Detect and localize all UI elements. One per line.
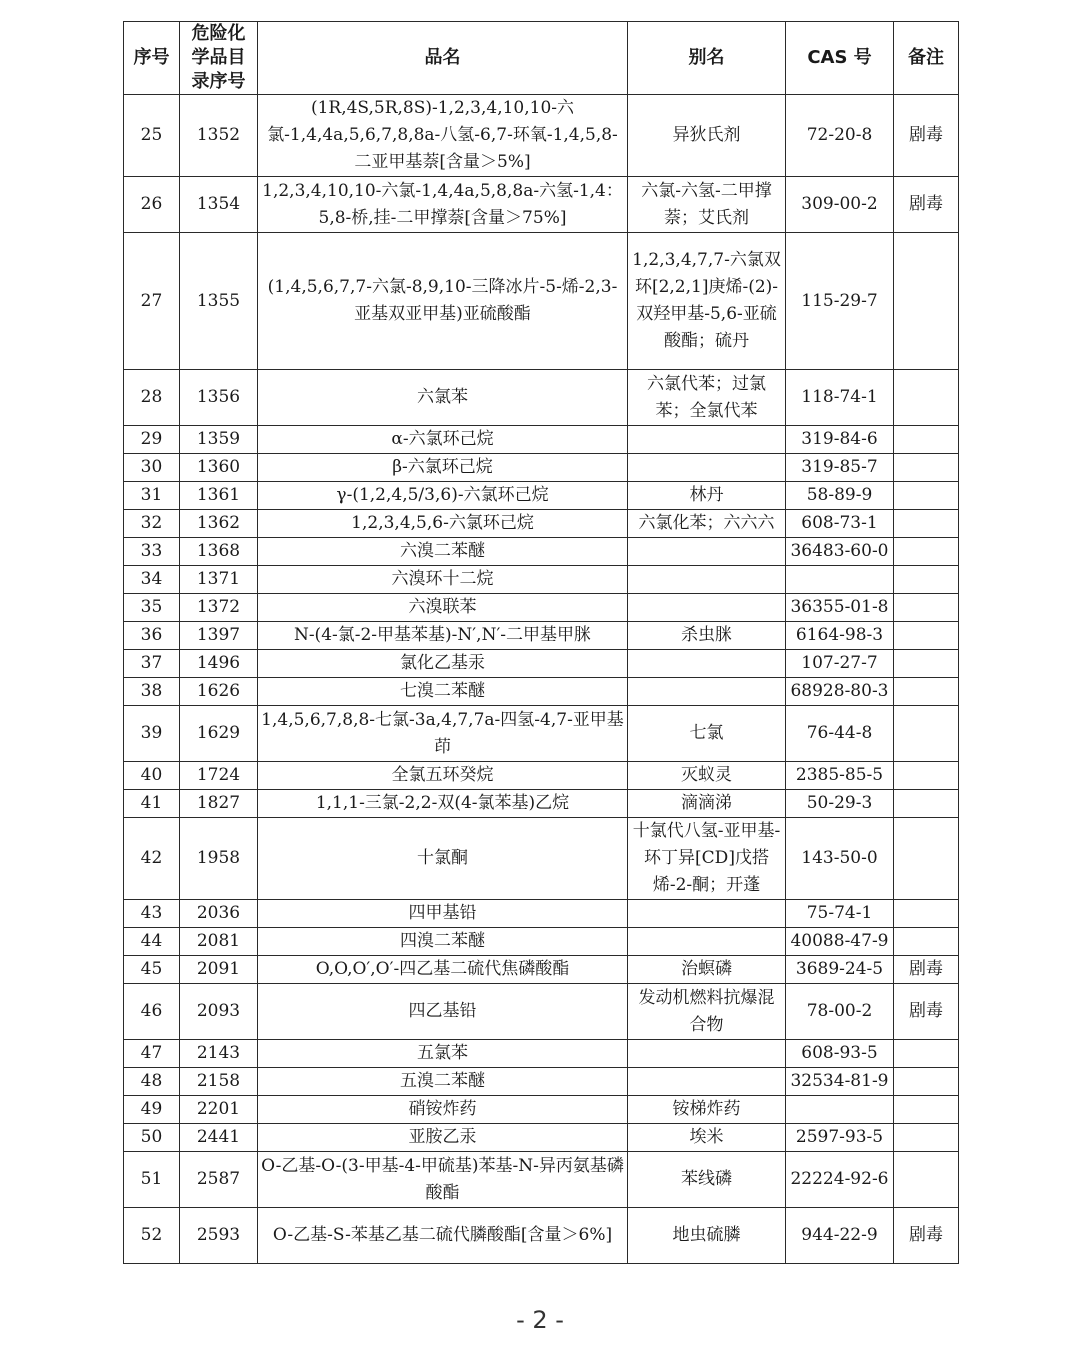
cell-alias: 灭蚁灵 xyxy=(628,762,786,790)
cell-alias: 六氯代苯；过氯苯；全氯代苯 xyxy=(628,370,786,426)
cell-remark: 剧毒 xyxy=(894,1208,959,1264)
cell-remark xyxy=(894,370,959,426)
cell-cas: 944-22-9 xyxy=(786,1208,894,1264)
cell-cas: 68928-80-3 xyxy=(786,678,894,706)
cell-cas xyxy=(786,566,894,594)
cell-cas: 36355-01-8 xyxy=(786,594,894,622)
cell-remark xyxy=(894,482,959,510)
cell-cas: 2385-85-5 xyxy=(786,762,894,790)
table-row xyxy=(124,1208,959,1264)
table-row xyxy=(124,177,959,233)
cell-seq: 38 xyxy=(124,678,180,706)
cell-name: α-六氯环己烷 xyxy=(258,426,628,454)
cell-name: N-(4-氯-2-甲基苯基)-N′,N′-二甲基甲脒 xyxy=(258,622,628,650)
cell-remark xyxy=(894,454,959,482)
table-row xyxy=(124,1068,959,1096)
cell-name: 四甲基铅 xyxy=(258,900,628,928)
table-row xyxy=(124,510,959,538)
cell-seq: 42 xyxy=(124,818,180,900)
cell-seq: 52 xyxy=(124,1208,180,1264)
table-row xyxy=(124,454,959,482)
cell-cas: 115-29-7 xyxy=(786,233,894,370)
table-row xyxy=(124,95,959,177)
cell-remark xyxy=(894,1068,959,1096)
table-row xyxy=(124,538,959,566)
cell-catalog-no: 1362 xyxy=(180,510,258,538)
cell-catalog-no: 1355 xyxy=(180,233,258,370)
cell-seq: 33 xyxy=(124,538,180,566)
cell-name: 全氯五环癸烷 xyxy=(258,762,628,790)
cell-alias xyxy=(628,454,786,482)
cell-catalog-no: 1368 xyxy=(180,538,258,566)
cell-alias: 滴滴涕 xyxy=(628,790,786,818)
table-row xyxy=(124,1152,959,1208)
cell-seq: 40 xyxy=(124,762,180,790)
cell-alias: 杀虫脒 xyxy=(628,622,786,650)
cell-remark: 剧毒 xyxy=(894,984,959,1040)
cell-alias xyxy=(628,566,786,594)
cell-catalog-no: 1371 xyxy=(180,566,258,594)
cell-catalog-no: 2587 xyxy=(180,1152,258,1208)
cell-remark xyxy=(894,510,959,538)
cell-catalog-no: 1352 xyxy=(180,95,258,177)
cell-name: 1,1,1-三氯-2,2-双(4-氯苯基)乙烷 xyxy=(258,790,628,818)
cell-remark: 剧毒 xyxy=(894,177,959,233)
cell-name: 氯化乙基汞 xyxy=(258,650,628,678)
table-row xyxy=(124,566,959,594)
cell-cas: 76-44-8 xyxy=(786,706,894,762)
header-cas: CAS 号 xyxy=(786,22,894,95)
table-row xyxy=(124,818,959,900)
cell-name: 四乙基铅 xyxy=(258,984,628,1040)
cell-name: 五氯苯 xyxy=(258,1040,628,1068)
cell-name: O,O,O′,O′-四乙基二硫代焦磷酸酯 xyxy=(258,956,628,984)
cell-catalog-no: 1958 xyxy=(180,818,258,900)
cell-name: O-乙基-O-(3-甲基-4-甲硫基)苯基-N-异丙氨基磷酸酯 xyxy=(258,1152,628,1208)
cell-alias: 铵梯炸药 xyxy=(628,1096,786,1124)
cell-remark: 剧毒 xyxy=(894,95,959,177)
cell-name: 1,2,3,4,5,6-六氯环己烷 xyxy=(258,510,628,538)
cell-alias xyxy=(628,426,786,454)
cell-cas: 309-00-2 xyxy=(786,177,894,233)
cell-catalog-no: 2036 xyxy=(180,900,258,928)
header-seq: 序号 xyxy=(124,22,180,95)
cell-cas: 3689-24-5 xyxy=(786,956,894,984)
cell-cas: 58-89-9 xyxy=(786,482,894,510)
cell-catalog-no: 1724 xyxy=(180,762,258,790)
chemical-list-table xyxy=(123,21,959,1264)
cell-alias: 异狄氏剂 xyxy=(628,95,786,177)
cell-seq: 28 xyxy=(124,370,180,426)
cell-remark xyxy=(894,928,959,956)
table-row xyxy=(124,622,959,650)
cell-cas: 319-84-6 xyxy=(786,426,894,454)
cell-remark xyxy=(894,538,959,566)
cell-cas: 319-85-7 xyxy=(786,454,894,482)
cell-seq: 37 xyxy=(124,650,180,678)
cell-catalog-no: 2593 xyxy=(180,1208,258,1264)
cell-seq: 35 xyxy=(124,594,180,622)
cell-alias xyxy=(628,538,786,566)
cell-alias: 十氯代八氢-亚甲基-环丁异[CD]戊搭烯-2-酮；开蓬 xyxy=(628,818,786,900)
cell-cas: 118-74-1 xyxy=(786,370,894,426)
cell-alias xyxy=(628,1040,786,1068)
cell-remark xyxy=(894,678,959,706)
cell-catalog-no: 1372 xyxy=(180,594,258,622)
header-alias: 别名 xyxy=(628,22,786,95)
cell-cas: 36483-60-0 xyxy=(786,538,894,566)
table-row xyxy=(124,370,959,426)
cell-cas: 75-74-1 xyxy=(786,900,894,928)
cell-alias: 六氯-六氢-二甲撑萘；艾氏剂 xyxy=(628,177,786,233)
cell-alias xyxy=(628,650,786,678)
cell-catalog-no: 1827 xyxy=(180,790,258,818)
cell-remark xyxy=(894,1096,959,1124)
cell-name: 1,4,5,6,7,8,8-七氯-3a,4,7,7a-四氢-4,7-亚甲基茚 xyxy=(258,706,628,762)
cell-remark xyxy=(894,650,959,678)
cell-cas: 608-93-5 xyxy=(786,1040,894,1068)
cell-seq: 43 xyxy=(124,900,180,928)
cell-cas: 2597-93-5 xyxy=(786,1124,894,1152)
cell-name: 硝铵炸药 xyxy=(258,1096,628,1124)
cell-alias: 七氯 xyxy=(628,706,786,762)
cell-remark: 剧毒 xyxy=(894,956,959,984)
table-row xyxy=(124,678,959,706)
cell-alias xyxy=(628,928,786,956)
cell-name: 六氯苯 xyxy=(258,370,628,426)
cell-name: 六溴联苯 xyxy=(258,594,628,622)
cell-cas: 40088-47-9 xyxy=(786,928,894,956)
cell-name: 四溴二苯醚 xyxy=(258,928,628,956)
cell-seq: 27 xyxy=(124,233,180,370)
cell-name: γ-(1,2,4,5/3,6)-六氯环己烷 xyxy=(258,482,628,510)
table-row xyxy=(124,762,959,790)
cell-alias xyxy=(628,594,786,622)
cell-catalog-no: 1360 xyxy=(180,454,258,482)
table-row xyxy=(124,1124,959,1152)
cell-remark xyxy=(894,1040,959,1068)
table-row xyxy=(124,594,959,622)
cell-remark xyxy=(894,233,959,370)
cell-cas: 78-00-2 xyxy=(786,984,894,1040)
cell-alias xyxy=(628,1068,786,1096)
cell-name: β-六氯环己烷 xyxy=(258,454,628,482)
cell-remark xyxy=(894,594,959,622)
cell-catalog-no: 1354 xyxy=(180,177,258,233)
table-row xyxy=(124,984,959,1040)
table-row xyxy=(124,928,959,956)
cell-name: 五溴二苯醚 xyxy=(258,1068,628,1096)
cell-name: 十氯酮 xyxy=(258,818,628,900)
cell-seq: 25 xyxy=(124,95,180,177)
table-body xyxy=(124,95,959,1264)
header-remark: 备注 xyxy=(894,22,959,95)
table-row xyxy=(124,426,959,454)
cell-cas: 32534-81-9 xyxy=(786,1068,894,1096)
cell-seq: 47 xyxy=(124,1040,180,1068)
cell-cas: 50-29-3 xyxy=(786,790,894,818)
cell-cas xyxy=(786,1096,894,1124)
cell-name: (1,4,5,6,7,7-六氯-8,9,10-三降冰片-5-烯-2,3-亚基双亚甲基)亚硫酸酯 xyxy=(258,233,628,370)
cell-catalog-no: 1359 xyxy=(180,426,258,454)
table-row xyxy=(124,790,959,818)
cell-alias: 六氯化苯；六六六 xyxy=(628,510,786,538)
cell-catalog-no: 1629 xyxy=(180,706,258,762)
cell-remark xyxy=(894,1124,959,1152)
cell-name: O-乙基-S-苯基乙基二硫代膦酸酯[含量＞6%] xyxy=(258,1208,628,1264)
cell-seq: 39 xyxy=(124,706,180,762)
cell-seq: 49 xyxy=(124,1096,180,1124)
cell-seq: 41 xyxy=(124,790,180,818)
cell-catalog-no: 2441 xyxy=(180,1124,258,1152)
cell-alias: 苯线磷 xyxy=(628,1152,786,1208)
cell-name: (1R,4S,5R,8S)-1,2,3,4,10,10-六氯-1,4,4a,5,6,7,8,8a-八氢-6,7-环氧-1,4,5,8-二亚甲基萘[含量＞5%] xyxy=(258,95,628,177)
cell-catalog-no: 1626 xyxy=(180,678,258,706)
cell-seq: 45 xyxy=(124,956,180,984)
cell-cas: 72-20-8 xyxy=(786,95,894,177)
table-row xyxy=(124,650,959,678)
cell-alias: 1,2,3,4,7,7-六氯双环[2,2,1]庚烯-(2)-双羟甲基-5,6-亚硫酸酯；硫丹 xyxy=(628,233,786,370)
cell-name: 亚胺乙汞 xyxy=(258,1124,628,1152)
cell-name: 六溴环十二烷 xyxy=(258,566,628,594)
cell-alias: 治螟磷 xyxy=(628,956,786,984)
cell-cas: 107-27-7 xyxy=(786,650,894,678)
table-row xyxy=(124,482,959,510)
table-row xyxy=(124,956,959,984)
cell-remark xyxy=(894,818,959,900)
cell-seq: 36 xyxy=(124,622,180,650)
cell-cas: 6164-98-3 xyxy=(786,622,894,650)
cell-alias xyxy=(628,900,786,928)
cell-seq: 32 xyxy=(124,510,180,538)
cell-remark xyxy=(894,426,959,454)
cell-catalog-no: 2093 xyxy=(180,984,258,1040)
cell-cas: 143-50-0 xyxy=(786,818,894,900)
cell-alias: 林丹 xyxy=(628,482,786,510)
cell-remark xyxy=(894,900,959,928)
page-number: - 2 - xyxy=(516,1306,564,1334)
cell-name: 七溴二苯醚 xyxy=(258,678,628,706)
header-row xyxy=(124,22,959,95)
cell-seq: 51 xyxy=(124,1152,180,1208)
cell-name: 六溴二苯醚 xyxy=(258,538,628,566)
table-row xyxy=(124,706,959,762)
table-row xyxy=(124,900,959,928)
cell-catalog-no: 2201 xyxy=(180,1096,258,1124)
cell-seq: 44 xyxy=(124,928,180,956)
cell-remark xyxy=(894,566,959,594)
cell-remark xyxy=(894,622,959,650)
cell-remark xyxy=(894,790,959,818)
cell-catalog-no: 1361 xyxy=(180,482,258,510)
cell-seq: 30 xyxy=(124,454,180,482)
table-row xyxy=(124,1096,959,1124)
cell-seq: 46 xyxy=(124,984,180,1040)
cell-alias: 发动机燃料抗爆混合物 xyxy=(628,984,786,1040)
cell-name: 1,2,3,4,10,10-六氯-1,4,4a,5,8,8a-六氢-1,4：5,8-桥,挂-二甲撑萘[含量＞75%] xyxy=(258,177,628,233)
cell-seq: 29 xyxy=(124,426,180,454)
header-name: 品名 xyxy=(258,22,628,95)
cell-catalog-no: 2158 xyxy=(180,1068,258,1096)
cell-remark xyxy=(894,1152,959,1208)
cell-seq: 26 xyxy=(124,177,180,233)
cell-remark xyxy=(894,706,959,762)
cell-remark xyxy=(894,762,959,790)
cell-seq: 50 xyxy=(124,1124,180,1152)
cell-catalog-no: 1356 xyxy=(180,370,258,426)
cell-catalog-no: 2081 xyxy=(180,928,258,956)
cell-alias: 埃米 xyxy=(628,1124,786,1152)
cell-cas: 22224-92-6 xyxy=(786,1152,894,1208)
cell-alias xyxy=(628,678,786,706)
cell-catalog-no: 1397 xyxy=(180,622,258,650)
table-row xyxy=(124,1040,959,1068)
cell-cas: 608-73-1 xyxy=(786,510,894,538)
table-row xyxy=(124,233,959,370)
cell-seq: 48 xyxy=(124,1068,180,1096)
cell-alias: 地虫硫膦 xyxy=(628,1208,786,1264)
cell-catalog-no: 2091 xyxy=(180,956,258,984)
cell-seq: 34 xyxy=(124,566,180,594)
cell-seq: 31 xyxy=(124,482,180,510)
header-catalog-no: 危险化学品目录序号 xyxy=(180,22,258,95)
cell-catalog-no: 2143 xyxy=(180,1040,258,1068)
cell-catalog-no: 1496 xyxy=(180,650,258,678)
